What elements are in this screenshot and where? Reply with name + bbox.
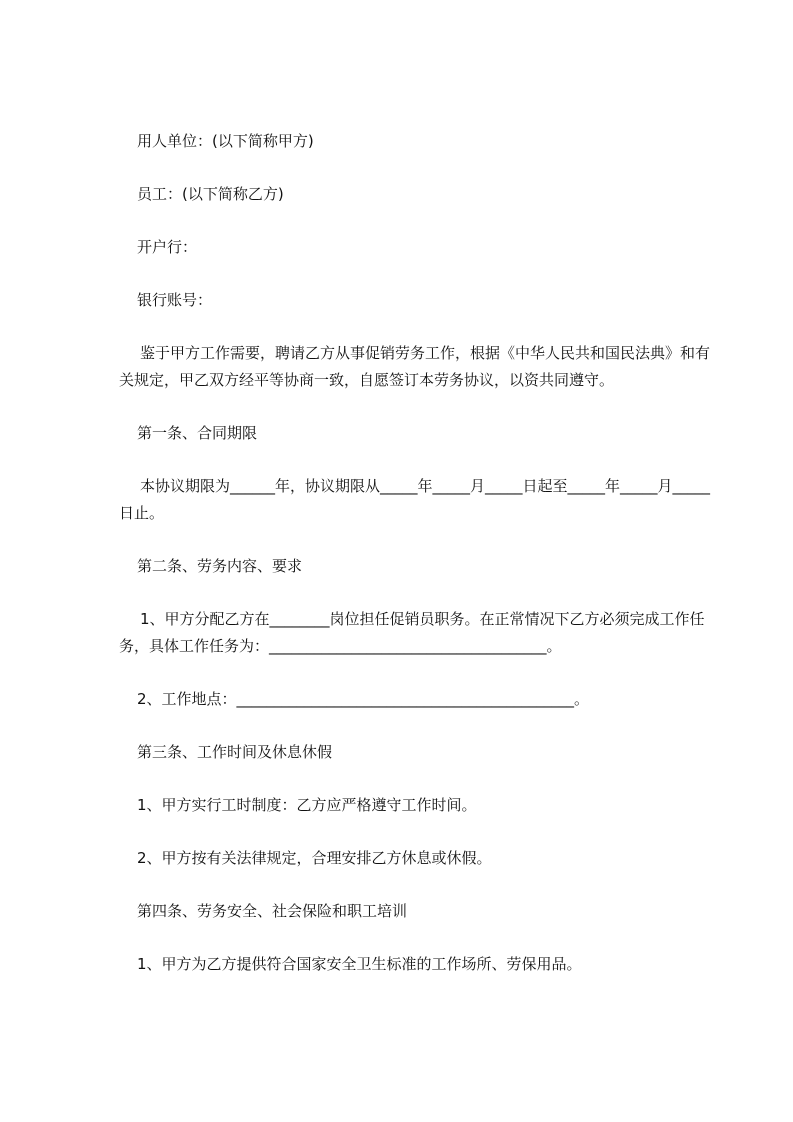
article-1-heading: 第一条、合同期限 [137, 424, 258, 442]
article-4-heading: 第四条、劳务安全、社会保险和职工培训 [137, 902, 408, 920]
safety-paragraph: 1、甲方为乙方提供符合国家安全卫生标准的工作场所、劳保用品。 [137, 955, 582, 973]
workplace-paragraph: 2、工作地点：_____________________________________________。 [137, 690, 590, 708]
article-2-heading: 第二条、劳务内容、要求 [137, 557, 303, 575]
term-paragraph: 本协议期限为______年，协议期限从_____年_____月_____日起至_____年_____月_____日止。 [119, 477, 711, 522]
employer-line: 用人单位：(以下简称甲方) [137, 132, 314, 150]
document-page [119, 128, 711, 1004]
article-3-heading: 第三条、工作时间及休息休假 [137, 743, 333, 761]
bank-line: 开户行： [137, 238, 198, 256]
employee-line: 员工：(以下简称乙方) [137, 185, 284, 203]
rest-paragraph: 2、甲方按有关法律规定，合理安排乙方休息或休假。 [137, 849, 492, 867]
account-line: 银行账号： [137, 291, 213, 309]
preamble-paragraph: 鉴于甲方工作需要，聘请乙方从事促销劳务工作，根据《中华人民共和国民法典》和有关规定，甲乙双方经平等协商一致，自愿签订本劳务协议，以资共同遵守。 [119, 344, 711, 389]
duty-paragraph: 1、甲方分配乙方在________岗位担任促销员职务。在正常情况下乙方必须完成工作任务，具体工作任务为：_____________________________________。 [119, 610, 705, 655]
hours-paragraph: 1、甲方实行工时制度：乙方应严格遵守工作时间。 [137, 796, 477, 814]
